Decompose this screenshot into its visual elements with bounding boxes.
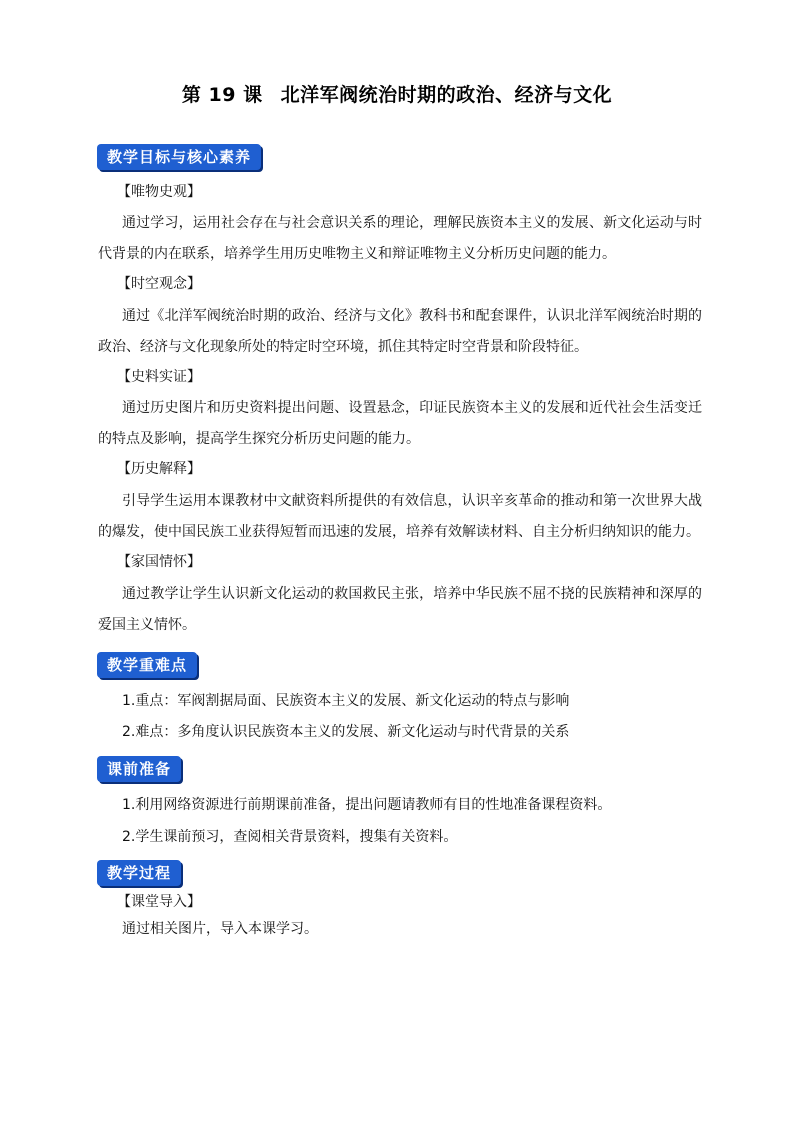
- section-badge-goals: 教学目标与核心素养: [97, 144, 261, 170]
- preparation-item-2: 2.学生课前预习，查阅相关背景资料，搜集有关资料。: [122, 829, 458, 845]
- preparation-item-1: 1.利用网络资源进行前期课前准备，提出问题请教师有目的性地准备课程资料。: [122, 797, 612, 813]
- paragraph-interpretation: 引导学生运用本课教材中文献资料所提供的有效信息，认识辛亥革命的推动和第一次世界大战的爆发，使中国民族工业获得短暂而迅速的发展，培养有效解读材料、自主分析归纳知识的能力。: [98, 493, 702, 540]
- lesson-name: 北洋军阀统治时期的政治、经济与文化: [280, 84, 613, 106]
- section-badge-preparation: 课前准备: [97, 756, 181, 782]
- page-title: [0, 80, 794, 107]
- section-badge-keypoints: 教学重难点: [97, 652, 197, 678]
- paragraph-evidence: 通过历史图片和历史资料提出问题、设置悬念，印证民族资本主义的发展和近代社会生活变迁的特点及影响，提高学生探究分析历史问题的能力。: [98, 400, 702, 447]
- paragraph-patriotism: 通过教学让学生认识新文化运动的救国救民主张，培养中华民族不屈不挠的民族精神和深厚的爱国主义情怀。: [98, 586, 702, 633]
- subheading-materialism: 【唯物史观】: [117, 184, 201, 200]
- paragraph-intro: 通过相关图片，导入本课学习。: [122, 921, 318, 937]
- subheading-spacetime: 【时空观念】: [117, 276, 201, 292]
- keypoint-difficulty: 2.难点：多角度认识民族资本主义的发展、新文化运动与时代背景的关系: [122, 724, 570, 740]
- lesson-number: 第 19 课: [181, 84, 263, 106]
- paragraph-spacetime: 通过《北洋军阀统治时期的政治、经济与文化》教科书和配套课件，认识北洋军阀统治时期的政治、经济与文化现象所处的特定时空环境，抓住其特定时空背景和阶段特征。: [98, 308, 702, 355]
- keypoint-focus: 1.重点：军阀割据局面、民族资本主义的发展、新文化运动的特点与影响: [122, 693, 570, 709]
- subheading-patriotism: 【家国情怀】: [117, 554, 201, 570]
- section-badge-process: 教学过程: [97, 860, 181, 886]
- subheading-intro: 【课堂导入】: [117, 894, 201, 910]
- subheading-evidence: 【史料实证】: [117, 369, 201, 385]
- subheading-interpretation: 【历史解释】: [117, 461, 201, 477]
- paragraph-materialism: 通过学习，运用社会存在与社会意识关系的理论，理解民族资本主义的发展、新文化运动与时代背景的内在联系，培养学生用历史唯物主义和辩证唯物主义分析历史问题的能力。: [98, 215, 702, 262]
